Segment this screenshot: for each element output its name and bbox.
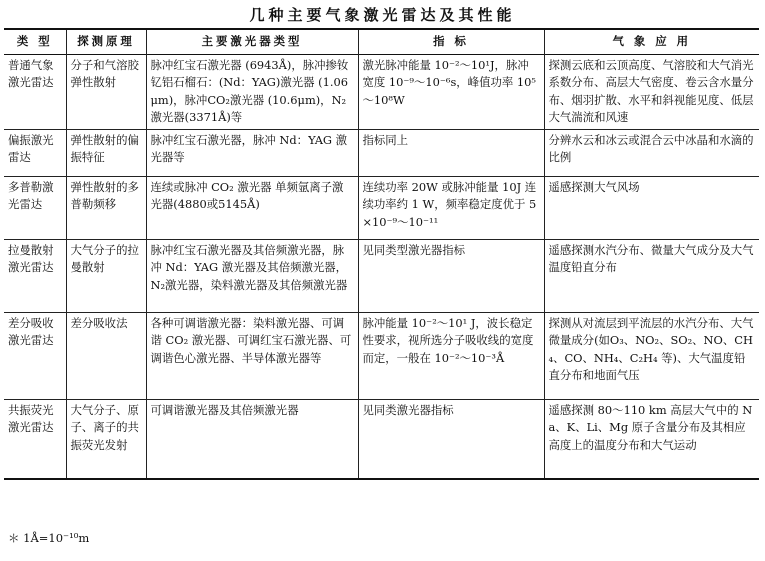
- header-type: 类 型: [4, 29, 66, 54]
- header-lasers: 主要激光器类型: [146, 29, 358, 54]
- table-header-row: [4, 29, 759, 54]
- cell-principle: 分子和气溶胶弹性散射: [66, 54, 146, 129]
- cell-type: 差分吸收激光雷达: [4, 312, 66, 399]
- header-principle: 探测原理: [66, 29, 146, 54]
- header-applications: 气 象 应 用: [544, 29, 759, 54]
- cell-lasers: 连续或脉冲 CO₂ 激光器 单频氩离子激光器(4880或5145Å): [146, 176, 358, 239]
- cell-lasers: 脉冲红宝石激光器，脉冲 Nd：YAG 激光器等: [146, 129, 358, 176]
- page-title: 几种主要气象激光雷达及其性能: [249, 6, 516, 24]
- table-row: [4, 399, 759, 479]
- table-row: [4, 239, 759, 312]
- cell-type: 共振荧光激光雷达: [4, 399, 66, 479]
- cell-applications: 探测从对流层到平流层的水汽分布、大气微量成分(如O₃、NO₂、SO₂、NO、CH₄、CO、NH₄、C₂H₄ 等)、大气温度铅直分布和地面气压: [544, 312, 759, 399]
- cell-principle: 弹性散射的多普勒频移: [66, 176, 146, 239]
- table-row: [4, 176, 759, 239]
- header-specs: 指 标: [358, 29, 544, 54]
- cell-type: 拉曼散射激光雷达: [4, 239, 66, 312]
- cell-type: 偏振激光雷达: [4, 129, 66, 176]
- table-row: [4, 312, 759, 399]
- cell-principle: 差分吸收法: [66, 312, 146, 399]
- table-row: [4, 54, 759, 129]
- cell-specs: 连续功率 20W 或脉冲能量 10J 连续功率约 1 W，频率稳定度优于 5×10⁻⁹～10⁻¹¹: [358, 176, 544, 239]
- footnote: ＊ 1Å=10⁻¹⁰m: [8, 531, 90, 545]
- cell-specs: 见同类激光器指标: [358, 399, 544, 479]
- cell-specs: 指标同上: [358, 129, 544, 176]
- cell-lasers: 可调谐激光器及其倍频激光器: [146, 399, 358, 479]
- cell-applications: 遥感探测 80～110 km 高层大气中的 Na、K、Li、Mg 原子含量分布及其相应高度上的温度分布和大气运动: [544, 399, 759, 479]
- cell-applications: 分辨水云和冰云或混合云中冰晶和水滴的比例: [544, 129, 759, 176]
- cell-applications: 探测云底和云顶高度、气溶胶和大气消光系数分布、高层大气密度、卷云含水量分布、烟羽扩散、水平和斜视能见度、低层大气湍流和风速: [544, 54, 759, 129]
- cell-lasers: 脉冲红宝石激光器及其倍频激光器，脉冲 Nd：YAG 激光器及其倍频激光器，N₂激光器，染料激光器及其倍频激光器: [146, 239, 358, 312]
- lidar-table: [4, 28, 759, 480]
- cell-principle: 大气分子、原子、离子的共振荧光发射: [66, 399, 146, 479]
- table-row: [4, 129, 759, 176]
- cell-type: 多普勒激光雷达: [4, 176, 66, 239]
- cell-type: 普通气象激光雷达: [4, 54, 66, 129]
- cell-applications: 遥感探测大气风场: [544, 176, 759, 239]
- cell-lasers: 各种可调谐激光器：染料激光器、可调谐 CO₂ 激光器、可调红宝石激光器、可调谐色心激光器、半导体激光器等: [146, 312, 358, 399]
- cell-applications: 遥感探测水汽分布、微量大气成分及大气温度铅直分布: [544, 239, 759, 312]
- cell-specs: 激光脉冲能量 10⁻²～10¹J，脉冲宽度 10⁻⁹～10⁻⁶s，峰值功率 10⁵～10⁸W: [358, 54, 544, 129]
- cell-principle: 弹性散射的偏振特征: [66, 129, 146, 176]
- cell-lasers: 脉冲红宝石激光器 (6943Å)，脉冲掺钕钇铝石榴石：(Nd：YAG)激光器 (1.06μm)，脉冲CO₂激光器 (10.6μm)，N₂激光器(3371Å)等: [146, 54, 358, 129]
- cell-specs: 脉冲能量 10⁻²～10¹ J，波长稳定性要求，视所选分子吸收线的宽度而定，一般在 10⁻²～10⁻³Å: [358, 312, 544, 399]
- cell-principle: 大气分子的拉曼散射: [66, 239, 146, 312]
- cell-specs: 见同类型激光器指标: [358, 239, 544, 312]
